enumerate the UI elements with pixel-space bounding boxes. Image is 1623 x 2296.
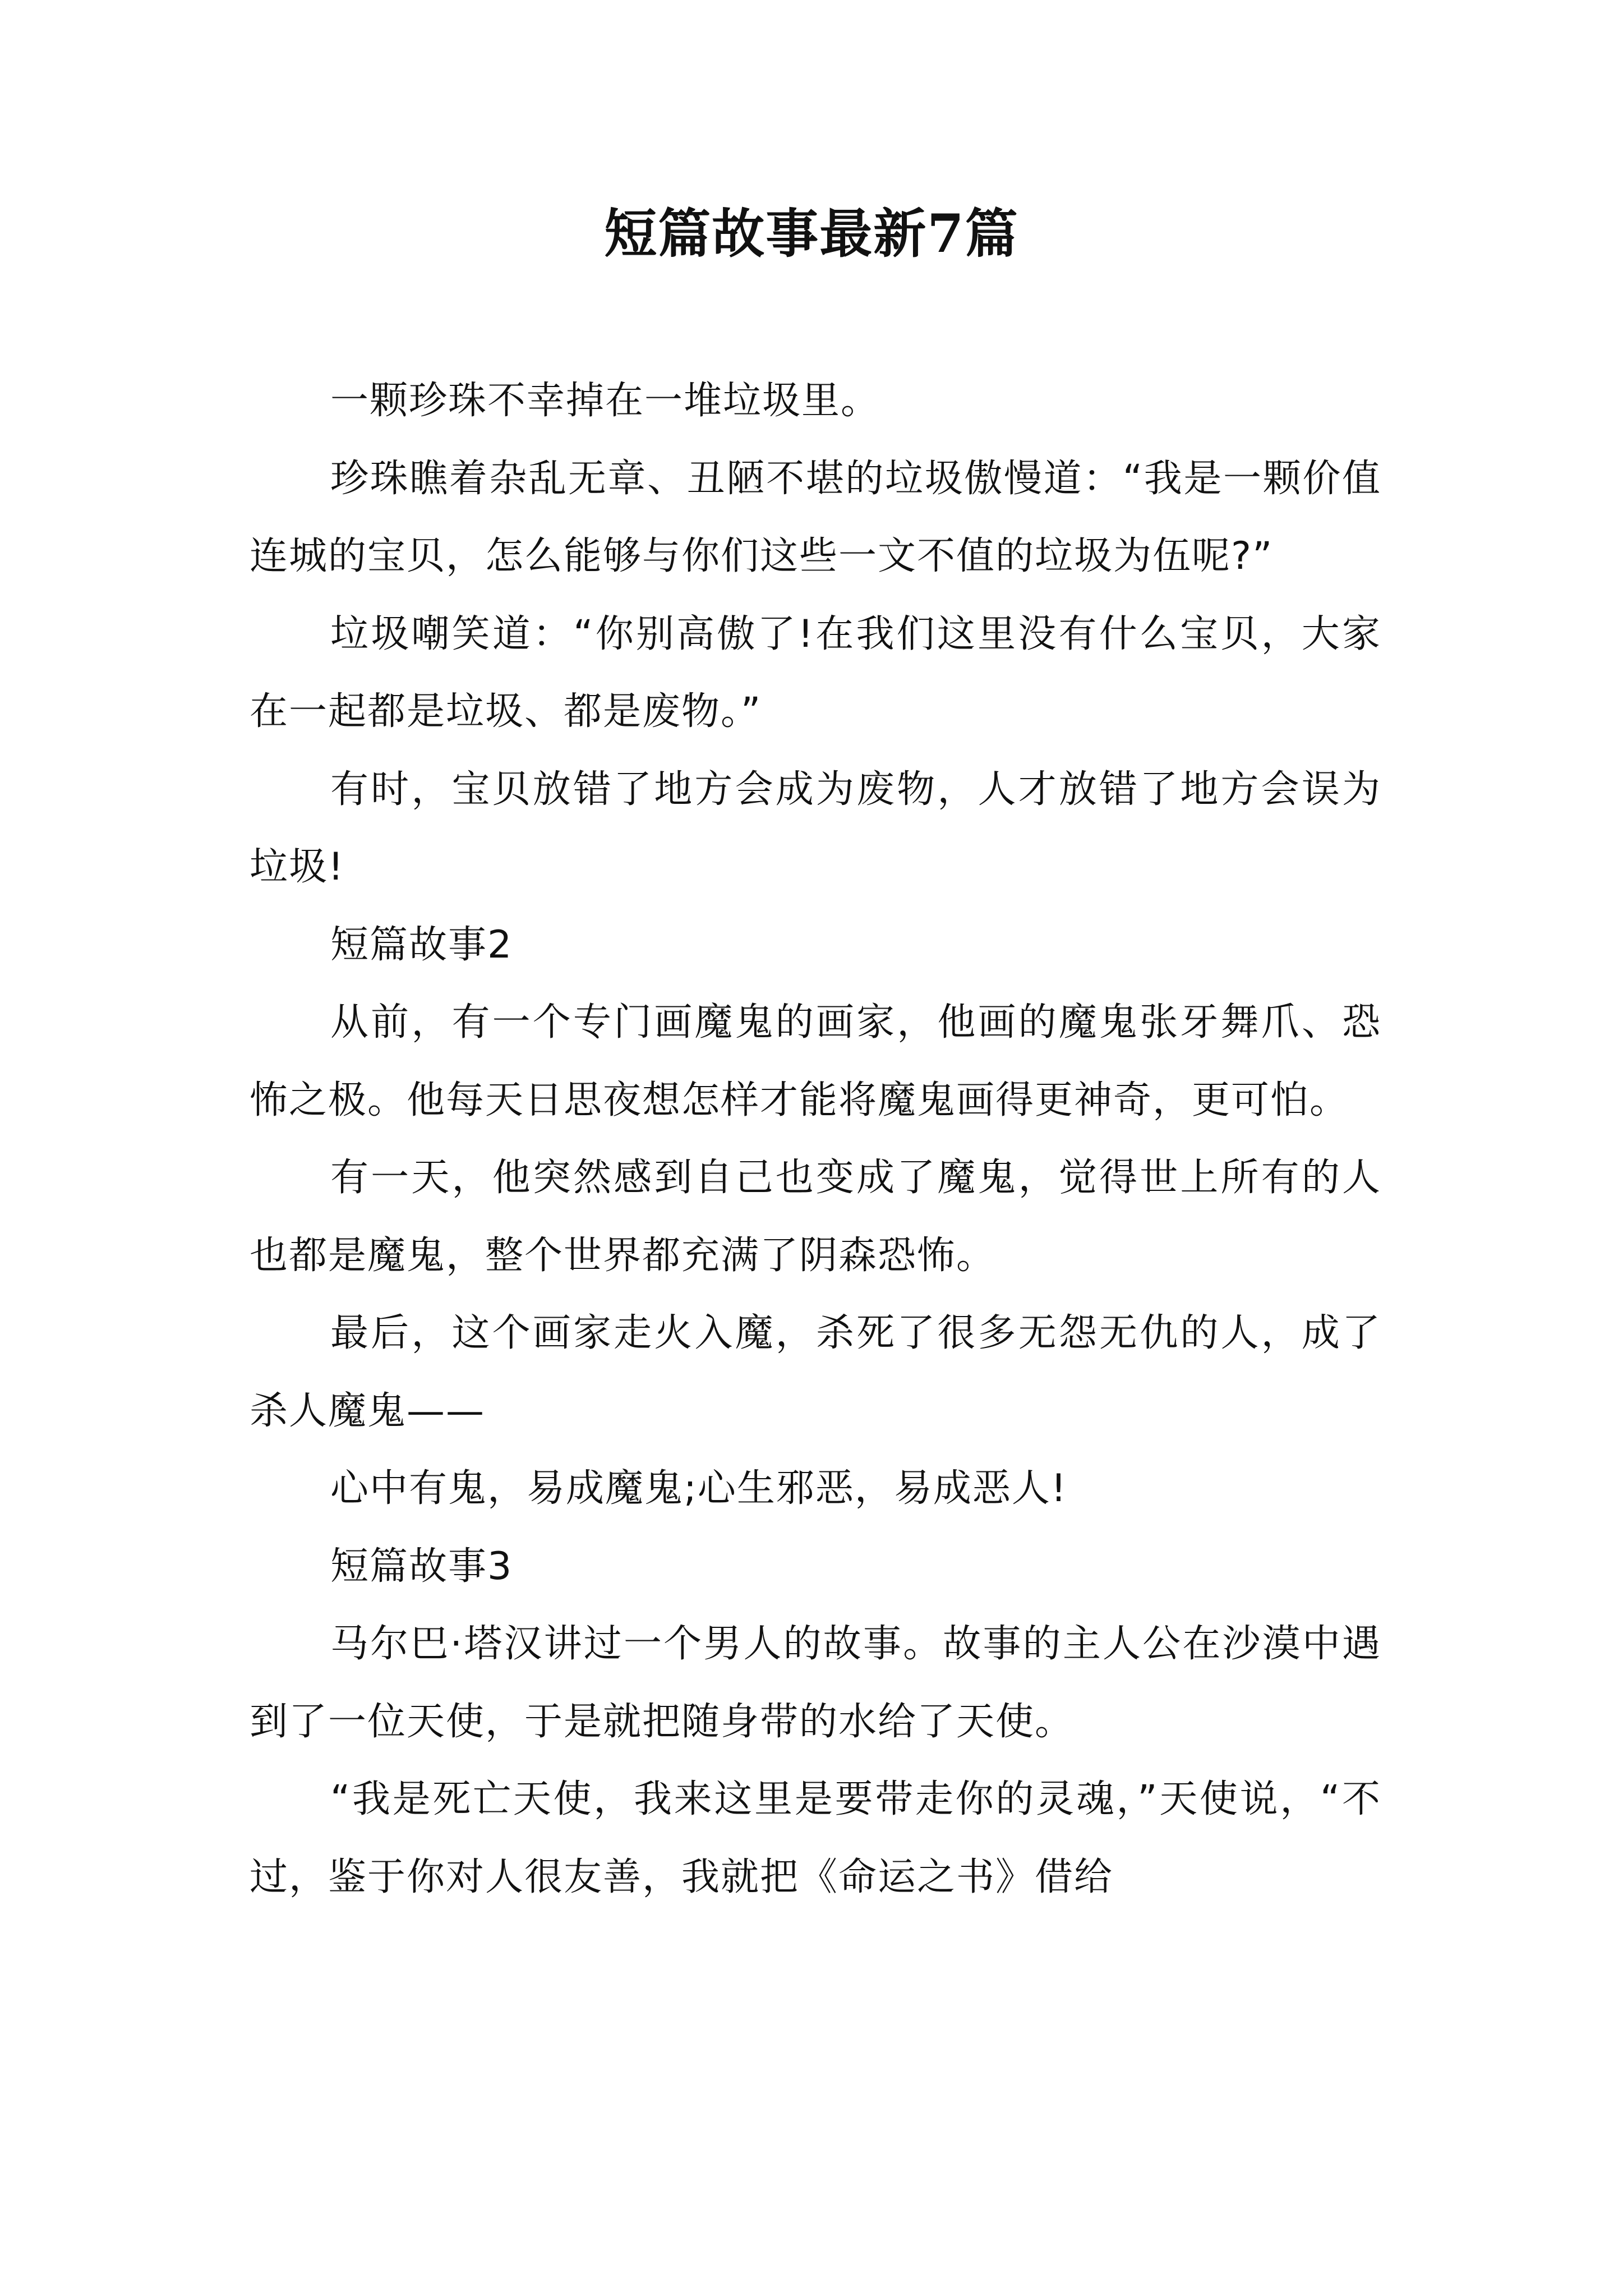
paragraph: 有一天，他突然感到自己也变成了魔鬼，觉得世上所有的人也都是魔鬼，整个世界都充满了阴森恐怖。 [250, 1156, 1381, 1278]
document-body [250, 362, 1381, 1916]
paragraph: 有时，宝贝放错了地方会成为废物，人才放错了地方会误为垃圾! [250, 767, 1381, 889]
section-heading: 短篇故事2 [330, 922, 513, 967]
section-heading: 短篇故事3 [330, 1544, 513, 1589]
paragraph: 珍珠瞧着杂乱无章、丑陋不堪的垃圾傲慢道：“我是一颗价值连城的宝贝，怎么能够与你们这些一文不值的垃圾为伍呢?” [250, 456, 1381, 578]
paragraph: 从前，有一个专门画魔鬼的画家，他画的魔鬼张牙舞爪、恐怖之极。他每天日思夜想怎样才能将魔鬼画得更神奇，更可怕。 [250, 1000, 1381, 1122]
paragraph: 垃圾嘲笑道：“你别高傲了!在我们这里没有什么宝贝，大家在一起都是垃圾、都是废物。” [250, 611, 1381, 734]
document-title: 短篇故事最新7篇 [604, 203, 1019, 265]
paragraph: 一颗珍珠不幸掉在一堆垃圾里。 [330, 379, 880, 423]
paragraph: 马尔巴·塔汉讲过一个男人的故事。故事的主人公在沙漠中遇到了一位天使，于是就把随身带的水给了天使。 [250, 1622, 1381, 1744]
paragraph: 心中有鬼，易成魔鬼;心生邪恶，易成恶人! [330, 1466, 1068, 1511]
paragraph: “我是死亡天使，我来这里是要带走你的灵魂，”天使说，“不过，鉴于你对人很友善，我就把《命运之书》借给 [250, 1777, 1381, 1899]
paragraph: 最后，这个画家走火入魔，杀死了很多无怨无仇的人，成了杀人魔鬼—— [250, 1311, 1381, 1433]
